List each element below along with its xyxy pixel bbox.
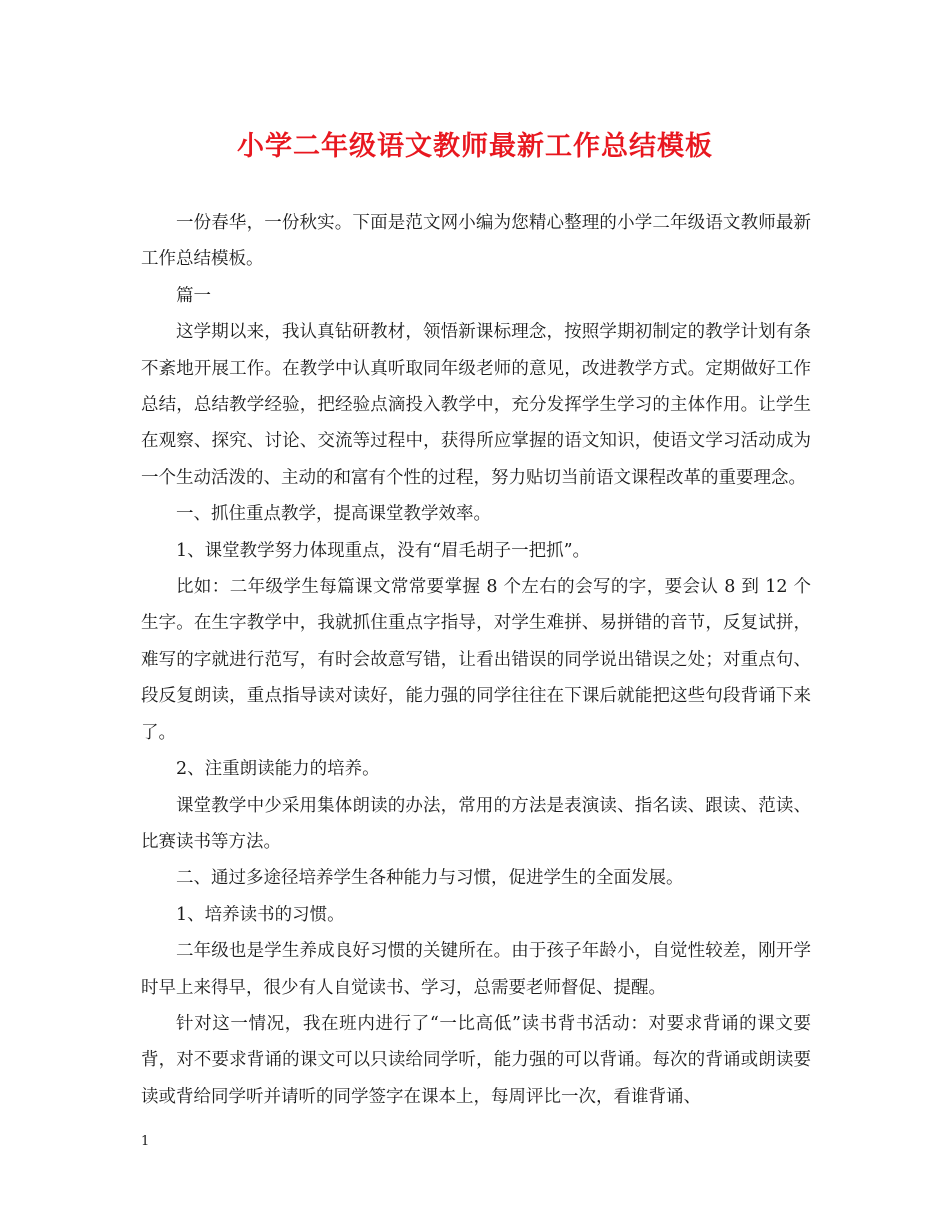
paragraph-activity: 针对这一情况，我在班内进行了“一比高低”读书背书活动：对要求背诵的课文要背，对不要求背诵的课文可以只读给同学听，能力强的可以背诵。每次的背诵或朗读要读或背给同学听并请听的同学签字在课本上，每周评比一次，看谁背诵、 xyxy=(141,1013,811,1107)
paragraph-habits: 二年级也是学生养成良好习惯的关键所在。由于孩子年龄小，自觉性较差，刚开学时早上来得早，很少有人自觉读书、学习，总需要老师督促、提醒。 xyxy=(141,941,811,998)
subheading-2: 2、注重朗读能力的培养。 xyxy=(176,759,380,780)
paragraph-example: 比如：二年级学生每篇课文常常要掌握 8 个左右的会写的字，要会认 8 到 12 个生字。在生字教学中，我就抓住重点字指导，对学生难拼、易拼错的音节，反复试拼，难写的字就进行范写，有时会故意写错，让看出错误的同学说出错误之处；对重点句、段反复朗读，重点指导读对读好，能力强的同学往往在下课后就能把这些句段背诵下来了。 xyxy=(141,577,811,743)
document-title: 小学二年级语文教师最新工作总结模板 xyxy=(237,131,713,162)
heading-part-one: 一、抓住重点教学，提高课堂教学效率。 xyxy=(176,504,491,525)
heading-part-two: 二、通过多途径培养学生各种能力与习惯，促进学生的全面发展。 xyxy=(176,868,684,889)
document-body xyxy=(141,205,811,1115)
subheading-1: 1、课堂教学努力体现重点，没有“眉毛胡子一把抓”。 xyxy=(176,540,591,561)
paragraph-reading-methods: 课堂教学中少采用集体朗读的办法，常用的方法是表演读、指名读、跟读、范读、比赛读书等方法。 xyxy=(141,795,811,852)
subheading-reading-habit: 1、培养读书的习惯。 xyxy=(176,904,345,925)
paragraph-intro: 一份春华，一份秋实。下面是范文网小编为您精心整理的小学二年级语文教师最新工作总结模板。 xyxy=(141,213,811,270)
paragraph-overview: 这学期以来，我认真钻研教材，领悟新课标理念，按照学期初制定的教学计划有条不紊地开展工作。在教学中认真听取同年级老师的意见，改进教学方式。定期做好工作总结，总结教学经验，把经验点滴投入教学中，充分发挥学生学习的主体作用。让学生在观察、探究、讨论、交流等过程中，获得所应掌握的语文知识，使语文学习活动成为一个生动活泼的、主动的和富有个性的过程，努力贴切当前语文课程改革的重要理念。 xyxy=(141,322,811,488)
paragraph-section-label: 篇一 xyxy=(176,285,211,306)
page-number: 1 xyxy=(141,1134,150,1149)
